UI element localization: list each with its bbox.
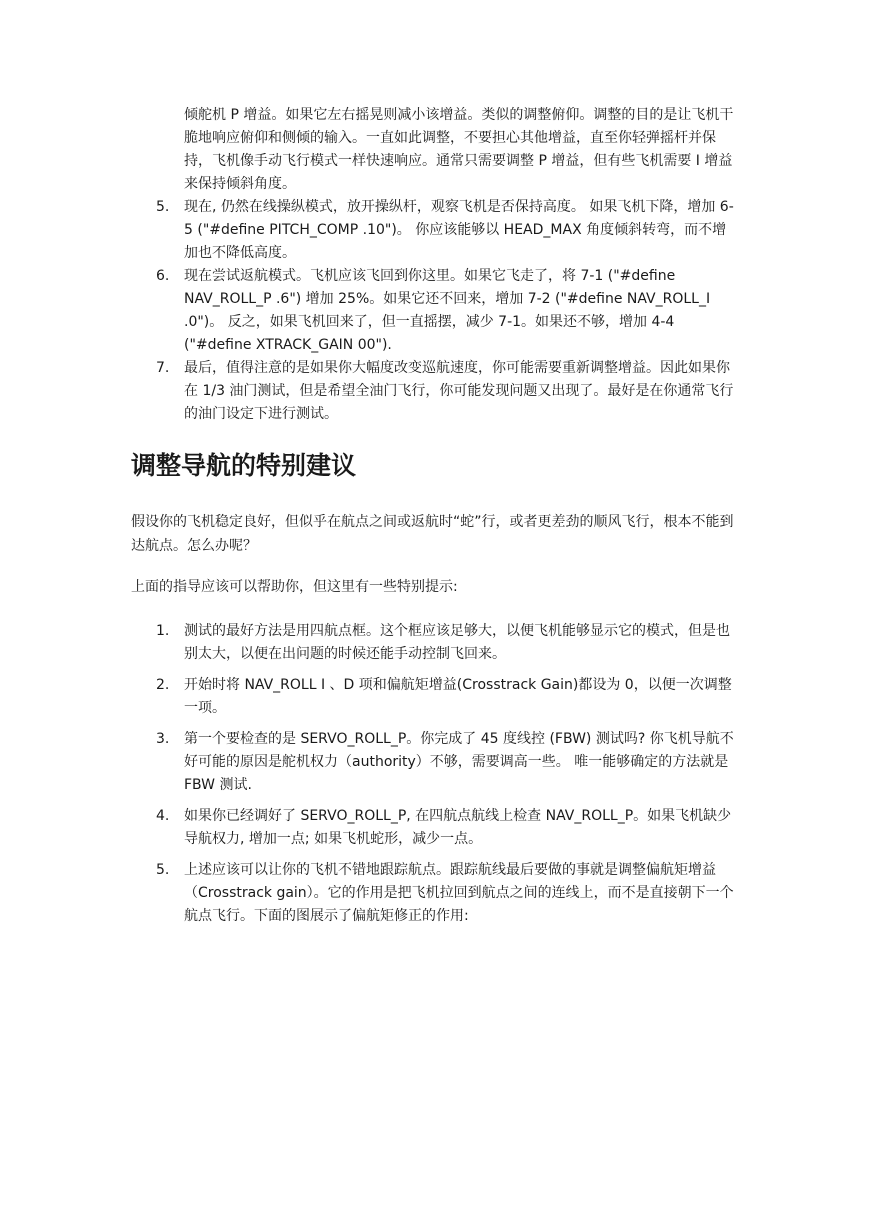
- list-item-number: 1.: [156, 623, 170, 639]
- list-item-text: 最后，值得注意的是如果你大幅度改变巡航速度，你可能需要重新调整增益。因此如果你在 1/3 油门测试，但是希望全油门飞行，你可能发现问题又出现了。最好是在你通常飞行的油门设定下进行测试。: [184, 360, 734, 422]
- list-item: [0, 265, 869, 357]
- list-item-text: 测试的最好方法是用四航点框。这个框应该足够大，以便飞机能够显示它的模式，但是也别太大，以便在出问题的时候还能手动控制飞回来。: [184, 623, 730, 662]
- tuning-steps-list: [0, 196, 869, 426]
- list-item-number: 3.: [156, 731, 170, 747]
- list-continuation: [0, 104, 869, 196]
- list-item-text: 如果你已经调好了 SERVO_ROLL_P, 在四航点航线上检查 NAV_ROLL_P。如果飞机缺少导航权力, 增加一点; 如果飞机蛇形，减少一点。: [184, 808, 732, 847]
- list-item-text: 上述应该可以让你的飞机不错地跟踪航点。跟踪航线最后要做的事就是调整偏航矩增益（Crosstrack gain）。它的作用是把飞机拉回到航点之间的连线上，而不是直接朝下一个航点飞行。下面的图展示了偏航矩修正的作用:: [184, 862, 734, 924]
- list-item-text: 现在尝试返航模式。飞机应该飞回到你这里。如果它飞走了，将 7-1 ("#define NAV_ROLL_P .6") 增加 25%。如果它还不回来，增加 7-2 ("#define NAV_ROLL_I .0")。 反之，如果飞机回来了，但一直摇摆，减少 7-1。如果还不够，增加 4-4 ("#define XTRACK_GAIN 00").: [184, 268, 711, 353]
- list-item: [0, 859, 869, 928]
- list-item-number: 6.: [156, 268, 170, 284]
- list-item: [0, 805, 869, 851]
- list-item-number: 4.: [156, 808, 170, 824]
- continued-item-text: 倾舵机 P 增益。如果它左右摇晃则减小该增益。类似的调整俯仰。调整的目的是让飞机干脆地响应俯仰和侧倾的输入。一直如此调整，不要担心其他增益，直至你轻弹摇杆并保持，飞机像手动飞行模式一样快速响应。通常只需要调整 P 增益，但有些飞机需要 I 增益来保持倾斜角度。: [184, 107, 734, 192]
- list-item-text: 现在, 仍然在线操纵模式，放开操纵杆，观察飞机是否保持高度。 如果飞机下降，增加 6-5 ("#define PITCH_COMP .10")。 你应该能够以 HEAD_MAX 角度倾斜转弯，而不增加也不降低高度。: [184, 199, 734, 261]
- list-item-number: 5.: [156, 199, 170, 215]
- list-item: [0, 196, 869, 265]
- list-item-number: 7.: [156, 360, 170, 376]
- section-heading: 调整导航的特别建议: [131, 451, 357, 480]
- tips-intro-paragraph: 上面的指导应该可以帮助你，但这里有一些特别提示:: [131, 579, 458, 595]
- intro-paragraph: 假设你的飞机稳定良好，但似乎在航点之间或返航时“蛇”行，或者更差劲的顺风飞行，根本不能到达航点。怎么办呢？: [131, 514, 734, 554]
- list-item: [0, 674, 869, 720]
- list-item-text: 第一个要检查的是 SERVO_ROLL_P。你完成了 45 度线控 (FBW) 测试吗? 你飞机导航不好可能的原因是舵机权力（authority）不够，需要调高一些。 唯一能够确定的方法就是 FBW 测试.: [184, 731, 734, 793]
- list-item-number: 2.: [156, 677, 170, 693]
- navigation-tips-list: [0, 620, 869, 936]
- list-item: [0, 357, 869, 426]
- list-item-number: 5.: [156, 862, 170, 878]
- list-item: [0, 728, 869, 797]
- list-item: [0, 620, 869, 666]
- list-item-text: 开始时将 NAV_ROLL I 、D 项和偏航矩增益(Crosstrack Gain)都设为 0，以便一次调整一项。: [184, 677, 732, 716]
